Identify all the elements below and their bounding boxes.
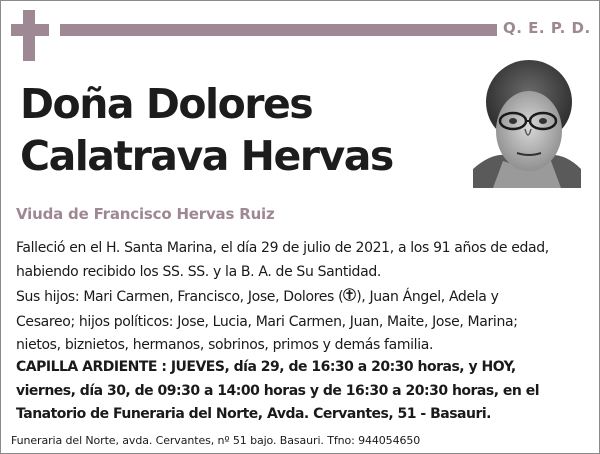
announcement-line-1: Falleció en el H. Santa Marina, el día 29 de julio de 2021, a los 91 años de edad, (16, 240, 549, 256)
wake-line-3: Tanatorio de Funeraria del Norte, Avda. Cervantes, 51 - Basauri. (16, 406, 491, 422)
family-list (16, 286, 596, 358)
deceased-name (20, 78, 393, 182)
wake-line-1: CAPILLA ARDIENTE : JUEVES, día 29, de 16:30 a 20:30 horas, y HOY, (16, 359, 516, 375)
deceased-cross-icon (343, 287, 356, 311)
family-line-1b: ), Juan Ángel, Adela y (356, 289, 499, 305)
wake-details (16, 356, 596, 427)
family-line-3: nietos, biznietos, hermanos, sobrinos, primos y demás familia. (16, 337, 434, 353)
name-line-1: Doña Dolores (20, 80, 313, 128)
portrait-image (473, 57, 581, 188)
announcement-line-2: habiendo recibido los SS. SS. y la B. A. de Su Santidad. (16, 263, 381, 280)
death-announcement (16, 237, 596, 284)
header-bar (60, 24, 497, 36)
wake-line-2: viernes, día 30, de 09:30 a 14:00 horas y de 16:30 a 20:30 horas, en el (16, 382, 540, 399)
portrait-photo (473, 57, 581, 188)
family-line-2: Cesareo; hijos políticos: Jose, Lucia, Mari Carmen, Juan, Maite, Jose, Marina; (16, 313, 518, 330)
family-line-1a: Sus hijos: Mari Carmen, Francisco, Jose, Dolores ( (16, 289, 344, 305)
widow-subtitle: Viuda de Francisco Hervas Ruiz (16, 205, 275, 223)
funeral-home-footer: Funeraria del Norte, avda. Cervantes, nº 51 bajo. Basauri. Tfno: 944054650 (11, 434, 421, 447)
cross-icon-horizontal (11, 24, 49, 36)
family-line-1 (16, 286, 596, 311)
qepd-label: Q. E. P. D. (503, 19, 591, 37)
name-line-2: Calatrava Hervas (20, 132, 393, 180)
